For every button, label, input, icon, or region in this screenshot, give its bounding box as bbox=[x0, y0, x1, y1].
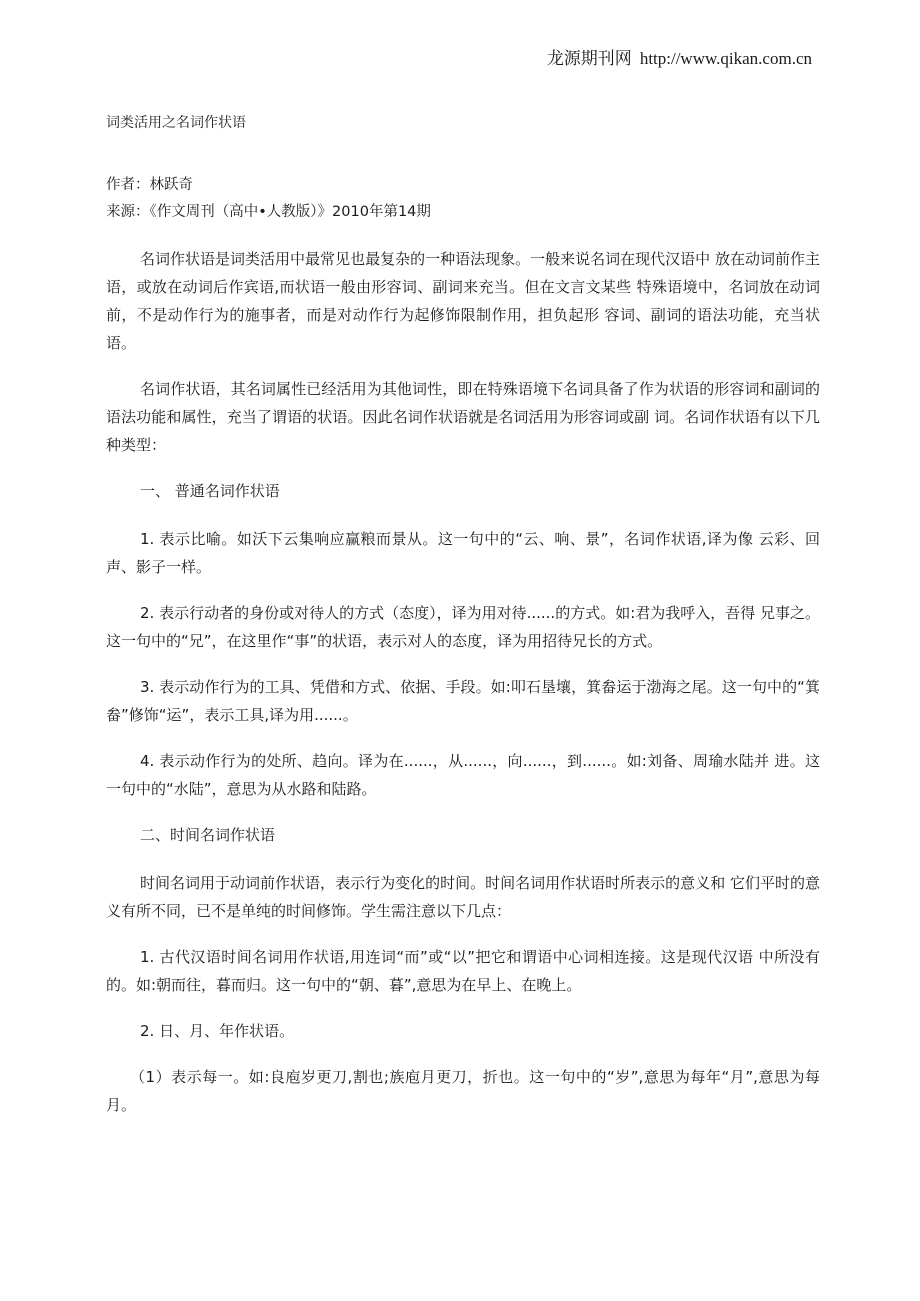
paragraph: 2. 日、月、年作状语。 bbox=[140, 1022, 295, 1040]
paragraph: 名词作状语是词类活用中最常见也最复杂的一种语法现象。一般来说名词在现代汉语中 放在动词前作主语，或放在动词后作宾语,而状语一般由形容词、副词来充当。但在文言文某些 特殊语境中，名词放在动词前，不是动作行为的施事者，而是对动作行为起修饰限制作用，担负起形 容词、副词的语法功能，充当状语。 bbox=[106, 250, 820, 352]
article-body bbox=[106, 245, 820, 1137]
paragraph: （1）表示每一。如:良庖岁更刀,割也;族庖月更刀，折也。这一句中的“岁”,意思为每年“月”,意思为每月。 bbox=[106, 1068, 820, 1114]
article-author: 作者：林跃奇 bbox=[106, 177, 193, 193]
page-header bbox=[547, 44, 812, 69]
paragraph: 时间名词用于动词前作状语，表示行为变化的时间。时间名词用作状语时所表示的意义和 它们平时的意义有所不同，已不是单纯的时间修饰。学生需注意以下几点： bbox=[106, 874, 820, 920]
site-name: 龙源期刊网 bbox=[546, 49, 632, 69]
paragraph: 1. 古代汉语时间名词用作状语,用连词“而”或“以”把它和谓语中心词相连接。这是现代汉语 中所没有的。如:朝而往，暮而归。这一句中的“朝、暮”,意思为在早上、在晚上。 bbox=[106, 948, 820, 994]
paragraph: 1. 表示比喻。如沃下云集响应赢粮而景从。这一句中的“云、响、景”，名词作状语,译为像 云彩、回声、影子一样。 bbox=[106, 530, 820, 576]
article-title: 词类活用之名词作状语 bbox=[106, 115, 246, 131]
article-source: 来源：《作文周刊（高中•人教版）》2010年第14期 bbox=[106, 204, 431, 220]
paragraph: 名词作状语，其名词属性已经活用为其他词性，即在特殊语境下名词具备了作为状语的形容词和副词的语法功能和属性，充当了谓语的状语。因此名词作状语就是名词活用为形容词或副 词。名词作状语有以下几种类型： bbox=[106, 380, 820, 454]
section-heading: 一、 普通名词作状语 bbox=[140, 482, 280, 500]
paragraph: 2. 表示行动者的身份或对待人的方式（态度），译为用对待......的方式。如:君为我呼入，吾得 兄事之。这一句中的“兄”，在这里作“事”的状语，表示对人的态度，译为用招待兄长的方式。 bbox=[106, 604, 821, 650]
section-heading: 二、时间名词作状语 bbox=[140, 826, 276, 844]
paragraph: 3. 表示动作行为的工具、凭借和方式、依据、手段。如:叩石垦壤，箕畚运于渤海之尾。这一句中的“箕畚”修饰“运”，表示工具,译为用......。 bbox=[106, 678, 820, 724]
paragraph: 4. 表示动作行为的处所、趋向。译为在......，从......，向......，到......。如:刘备、周瑜水陆并 进。这一句中的“水陆”，意思为从水路和陆路。 bbox=[106, 752, 820, 798]
site-url[interactable]: http://www.qikan.com.cn bbox=[639, 49, 812, 68]
